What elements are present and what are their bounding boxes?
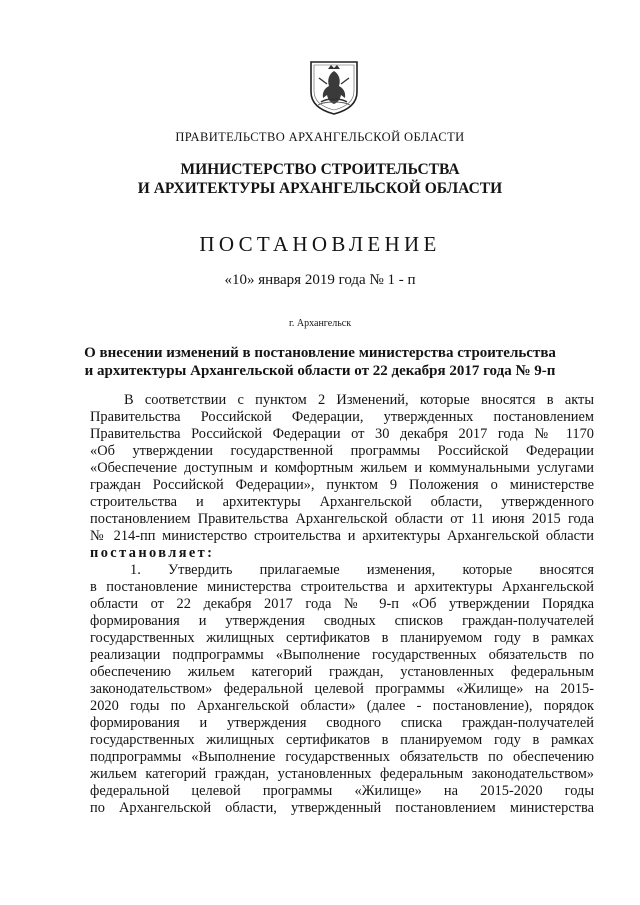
body-line: обеспечению жильем категорий граждан, установленных федеральным: [90, 664, 594, 680]
body-line: формирования и утверждения сводных списков граждан-получателей: [90, 613, 594, 629]
body-line: формирования и утверждения сводного списка граждан-получателей: [90, 715, 594, 731]
subject-line: и архитектуры Архангельской области от 22 декабря 2017 года № 9-п: [84, 363, 556, 379]
body-line: Правительства Российской Федерации, утвержденных постановлением: [90, 409, 594, 425]
body-line: подпрограммы «Выполнение государственных обязательств по обеспечению: [90, 749, 594, 765]
body-line: № 214-пп министерство строительства и архитектуры Архангельской области: [90, 528, 594, 544]
government-name: ПРАВИТЕЛЬСТВО АРХАНГЕЛЬСКОЙ ОБЛАСТИ: [175, 130, 465, 144]
body-line: постановлением Правительства Архангельской области от 11 июня 2015 года: [90, 511, 594, 527]
document-date: «10» января 2019 года № 1 - п: [224, 272, 416, 288]
body-line: «Обеспечение доступным и комфортным жильем и коммунальными услугами: [90, 460, 594, 476]
coat-of-arms-icon: [307, 58, 361, 116]
body-line: Правительства Российской Федерации от 30 декабря 2017 года № 1170: [90, 426, 594, 442]
document-type: ПОСТАНОВЛЕНИЕ: [199, 232, 441, 256]
body-line: государственных жилищных сертификатов в планируемом году в рамках: [90, 732, 594, 748]
body-line: государственных жилищных сертификатов в планируемом году в рамках: [90, 630, 594, 646]
document-body: [90, 392, 594, 817]
body-line: федеральной целевой программы «Жилище» на 2015-2020 годы: [90, 783, 594, 799]
body-line: жильем категорий граждан, установленных федеральным законодательством»: [90, 766, 594, 782]
resolves-keyword: постановляет:: [90, 545, 215, 561]
body-line: строительства и архитектуры Архангельской области, утвержденного: [90, 494, 594, 510]
ministry-name: [0, 160, 640, 198]
ministry-line: МИНИСТЕРСТВО СТРОИТЕЛЬСТВА: [180, 161, 460, 178]
subject-line: О внесении изменений в постановление министерства строительства: [84, 345, 556, 361]
document-city: г. Архангельск: [288, 318, 352, 329]
body-line: 2020 годы по Архангельской области» (далее - постановление), порядок: [90, 698, 594, 714]
body-line: 1. Утвердить прилагаемые изменения, которые вносятся: [130, 562, 594, 578]
document-subject: [0, 344, 640, 380]
body-line: «Об утверждении государственной программы Российской Федерации: [90, 443, 594, 459]
body-line: граждан Российской Федерации», пунктом 9 Положения о министерстве: [90, 477, 594, 493]
body-line: реализации подпрограммы «Выполнение государственных обязательств по: [90, 647, 594, 663]
body-line: в постановление министерства строительства и архитектуры Архангельской: [90, 579, 594, 595]
body-line: области от 22 декабря 2017 года № 9-п «Об утверждении Порядка: [90, 596, 594, 612]
body-line: по Архангельской области, утвержденный постановлением министерства: [90, 800, 594, 816]
body-line: В соответствии с пунктом 2 Изменений, которые вносятся в акты: [124, 392, 594, 408]
body-line: законодательством» федеральной целевой программы «Жилище» на 2015-: [90, 681, 594, 697]
ministry-line: И АРХИТЕКТУРЫ АРХАНГЕЛЬСКОЙ ОБЛАСТИ: [137, 180, 503, 197]
